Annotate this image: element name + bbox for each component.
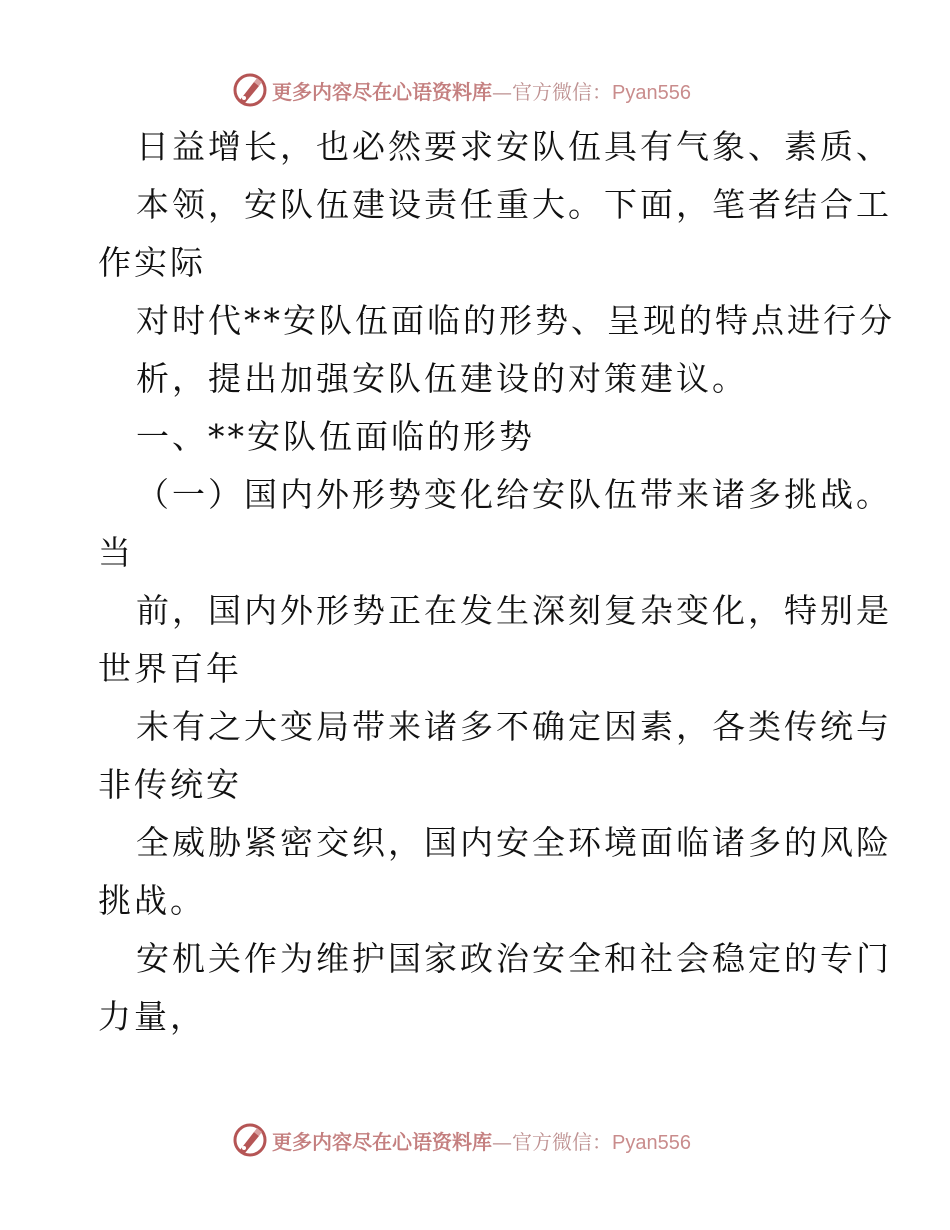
body-line: 全威胁紧密交织，国内安全环境面临诸多的风险 <box>136 823 892 862</box>
body-line: 力量， <box>98 997 206 1036</box>
body-line: 挑战。 <box>98 881 206 920</box>
body-line: 前，国内外形势正在发生深刻复杂变化，特别是 <box>136 591 892 630</box>
section-heading: 一、**安队伍面临的形势 <box>136 417 535 456</box>
body-line: 当 <box>98 533 134 572</box>
footer-watermark-text <box>272 1126 691 1155</box>
body-line: 作实际 <box>98 243 206 282</box>
header-watermark-text <box>272 76 691 105</box>
header-watermark-wechat-label: —官方微信： <box>492 79 612 104</box>
footer-watermark-wechat-id: Pyan556 <box>612 1131 691 1154</box>
body-line: 析，提出加强安队伍建设的对策建议。 <box>136 359 748 398</box>
body-line: 本领，安队伍建设责任重大。下面，笔者结合工 <box>136 185 892 224</box>
header-watermark-wechat-id: Pyan556 <box>612 81 691 104</box>
body-line: 非传统安 <box>98 765 242 804</box>
body-line: 对时代**安队伍面临的形势、呈现的特点进行分 <box>136 301 895 340</box>
body-line: 未有之大变局带来诸多不确定因素，各类传统与 <box>136 707 892 746</box>
footer-watermark-banner <box>232 1122 752 1158</box>
pen-logo-icon <box>232 72 268 108</box>
body-line: 安机关作为维护国家政治安全和社会稳定的专门 <box>136 939 892 978</box>
body-line: 日益增长，也必然要求安队伍具有气象、素质、 <box>136 127 892 166</box>
pen-logo-icon <box>232 1122 268 1158</box>
document-body <box>98 118 895 1046</box>
header-watermark-banner <box>232 72 752 108</box>
subsection-heading: （一）国内外形势变化给安队伍带来诸多挑战。 <box>136 475 892 514</box>
footer-watermark-wechat-label: —官方微信： <box>492 1129 612 1154</box>
header-watermark-title: 更多内容尽在心语资料库 <box>272 79 492 104</box>
body-line: 世界百年 <box>98 649 242 688</box>
footer-watermark-title: 更多内容尽在心语资料库 <box>272 1129 492 1154</box>
